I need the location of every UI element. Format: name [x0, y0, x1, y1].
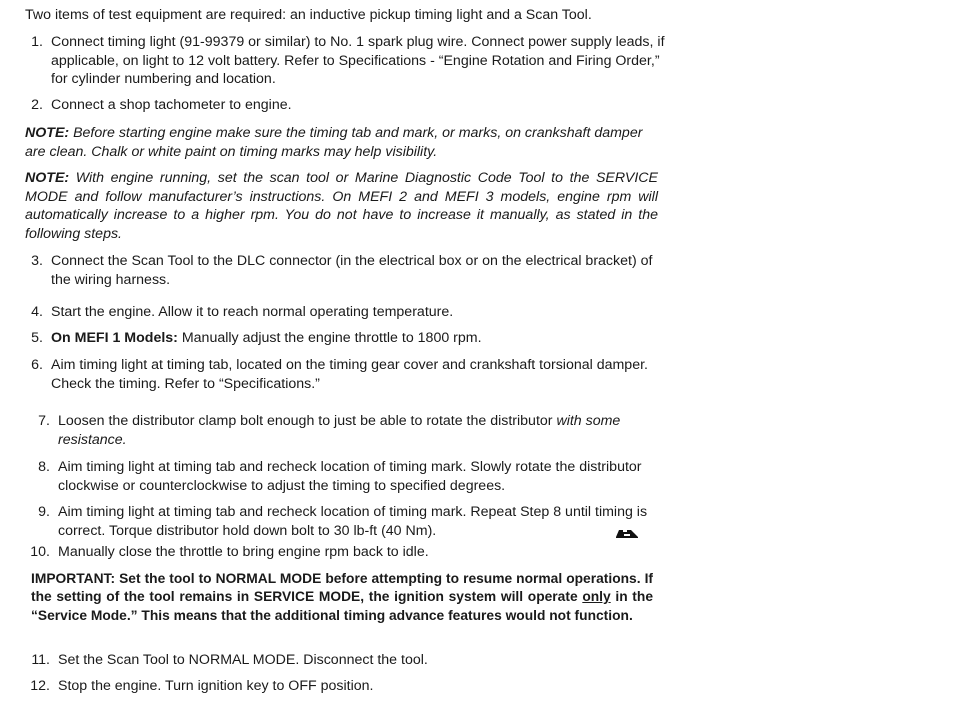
step-2	[25, 96, 665, 115]
step-11	[25, 651, 665, 670]
note-text: With engine running, set the scan tool or Marine Diagnostic Code Tool to the SERVICE MODE and follow manufacturer’s instructions. On MEFI 2 and MEFI 3 models, engine rpm will automatically increase to a higher rpm. You do not have to increase it manually, as stated in the following steps.	[25, 170, 658, 242]
important-text-a: Set the tool to NORMAL MODE before attempting to resume normal operations. If the setting of the tool remains in SERVICE MODE, the ignition system will operate	[31, 571, 653, 605]
step-text: Set the Scan Tool to NORMAL MODE. Disconnect the tool.	[58, 652, 428, 668]
step-number: 8.	[38, 459, 50, 475]
step-text: Connect timing light (91-99379 or similar) to No. 1 spark plug wire. Connect power supply leads, if applicable, on light to 12 volt battery. Refer to Specifications - “Engine Rotation and Firing Order,” for cylinder numbering and location.	[51, 34, 665, 88]
step-1	[25, 33, 665, 89]
step-number: 10.	[30, 544, 50, 560]
step-text: Aim timing light at timing tab, located on the timing gear cover and crankshaft torsional damper. Check the timing. Refer to “Specifications.”	[51, 357, 648, 392]
step-text	[51, 329, 665, 348]
step-number: 11.	[31, 652, 50, 668]
step-number: 2.	[31, 97, 43, 113]
important-note	[31, 570, 653, 625]
important-underlined: only	[582, 589, 611, 605]
step-number: 1.	[31, 34, 43, 50]
step-text: Start the engine. Allow it to reach normal operating temperature.	[51, 304, 454, 320]
step-text: Connect the Scan Tool to the DLC connector (in the electrical box or on the electrical bracket) of the wiring harness.	[51, 253, 653, 288]
step-3	[25, 252, 665, 289]
step-text: Stop the engine. Turn ignition key to OFF position.	[58, 678, 374, 694]
step-6	[25, 356, 665, 393]
small-logo-icon	[615, 528, 639, 539]
step-number: 12.	[30, 678, 50, 694]
note-service-mode	[25, 169, 658, 243]
step-number: 4.	[31, 304, 43, 320]
step-lead: On MEFI 1 Models:	[51, 330, 178, 346]
step-number: 7.	[38, 413, 50, 429]
important-label: IMPORTANT:	[31, 571, 116, 586]
step-8	[25, 458, 665, 495]
step-number: 5.	[31, 330, 43, 346]
step-5	[25, 329, 665, 348]
step-12	[25, 677, 665, 696]
step-9	[25, 503, 665, 540]
step-10	[25, 543, 665, 562]
important-text-b: in the “Service Mode.” This means that the additional timing advance features would not function.	[31, 589, 654, 623]
step-number: 6.	[31, 357, 43, 373]
step-text-main: Loosen the distributor clamp bolt enough to just be able to rotate the distributor	[58, 413, 557, 429]
note-label: NOTE:	[25, 125, 70, 141]
step-number: 3.	[31, 253, 43, 269]
step-text-rest: Manually adjust the engine throttle to 1800 rpm.	[177, 330, 482, 346]
step-text: Aim timing light at timing tab and recheck location of timing mark. Slowly rotate the distributor clockwise or counterclockwise to adjust the timing to specified degrees.	[58, 459, 642, 494]
step-text: Manually close the throttle to bring engine rpm back to idle.	[58, 544, 429, 560]
step-text	[58, 412, 665, 449]
step-text: Aim timing light at timing tab and recheck location of timing mark. Repeat Step 8 until timing is correct. Torque distributor hold down bolt to 30 lb-ft (40 Nm).	[58, 504, 648, 539]
intro-paragraph: Two items of test equipment are required: an inductive pickup timing light and a Scan Tool.	[25, 7, 592, 23]
step-7	[25, 412, 665, 449]
note-text: Before starting engine make sure the timing tab and mark, or marks, on crankshaft damper are clean. Chalk or white paint on timing marks may help visibility.	[25, 125, 643, 160]
step-number: 9.	[38, 504, 50, 520]
step-4	[25, 303, 665, 322]
note-cleaning	[25, 124, 658, 161]
step-text-italic: with some resistance.	[58, 413, 621, 448]
step-text: Connect a shop tachometer to engine.	[51, 97, 292, 113]
note-label: NOTE:	[25, 170, 70, 186]
